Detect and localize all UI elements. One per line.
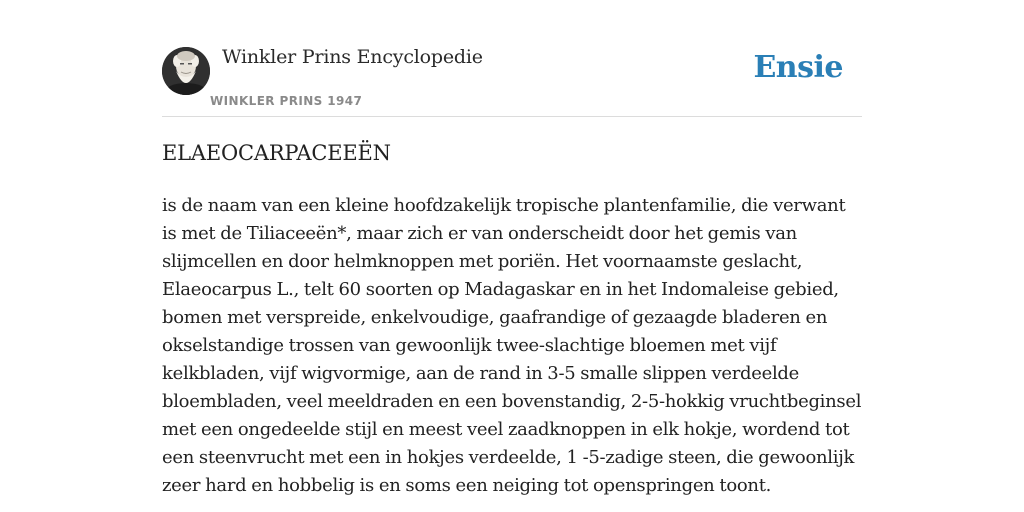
source-subtitle: WINKLER PRINS 1947: [210, 94, 363, 108]
article-body: is de naam van een kleine hoofdzakelijk tropische plantenfamilie, die verwant is met de Tiliaceeën*, maar zich er van onderscheidt door het gemis van slijmcellen en door helmknoppen met poriën. Het voornaamste geslacht, Elaeocarpus L., telt 60 soorten op Madagaskar en in het Indomaleise gebied, bomen met verspreide, enkelvoudige, gaafrandige of gezaagde bladeren en okselstandige trossen van gewoonlijk twee-slachtige bloemen met vijf kelkbladen, vijf wigvormige, aan de rand in 3-5 smalle slippen verdeelde bloembladen, veel meeldraden en een bovenstandig, 2-5-hokkig vruchtbeginsel met een ongedeelde stijl en meest veel zaadknoppen in elk hokje, wordend tot een steenvrucht met een in hokjes verdeelde, 1 -5-zadige steen, die gewoonlijk zeer hard en hobbelig is en soms een neiging tot openspringen toont.: [162, 195, 862, 496]
bearded-man-portrait-icon: [162, 47, 210, 95]
brand-logo[interactable]: Ensie: [753, 50, 843, 85]
source-title[interactable]: Winkler Prins Encyclopedie: [222, 46, 483, 68]
avatar[interactable]: [162, 47, 210, 95]
source-header: [162, 40, 862, 117]
article-headword: ELAEOCARPACEEËN: [162, 141, 391, 165]
